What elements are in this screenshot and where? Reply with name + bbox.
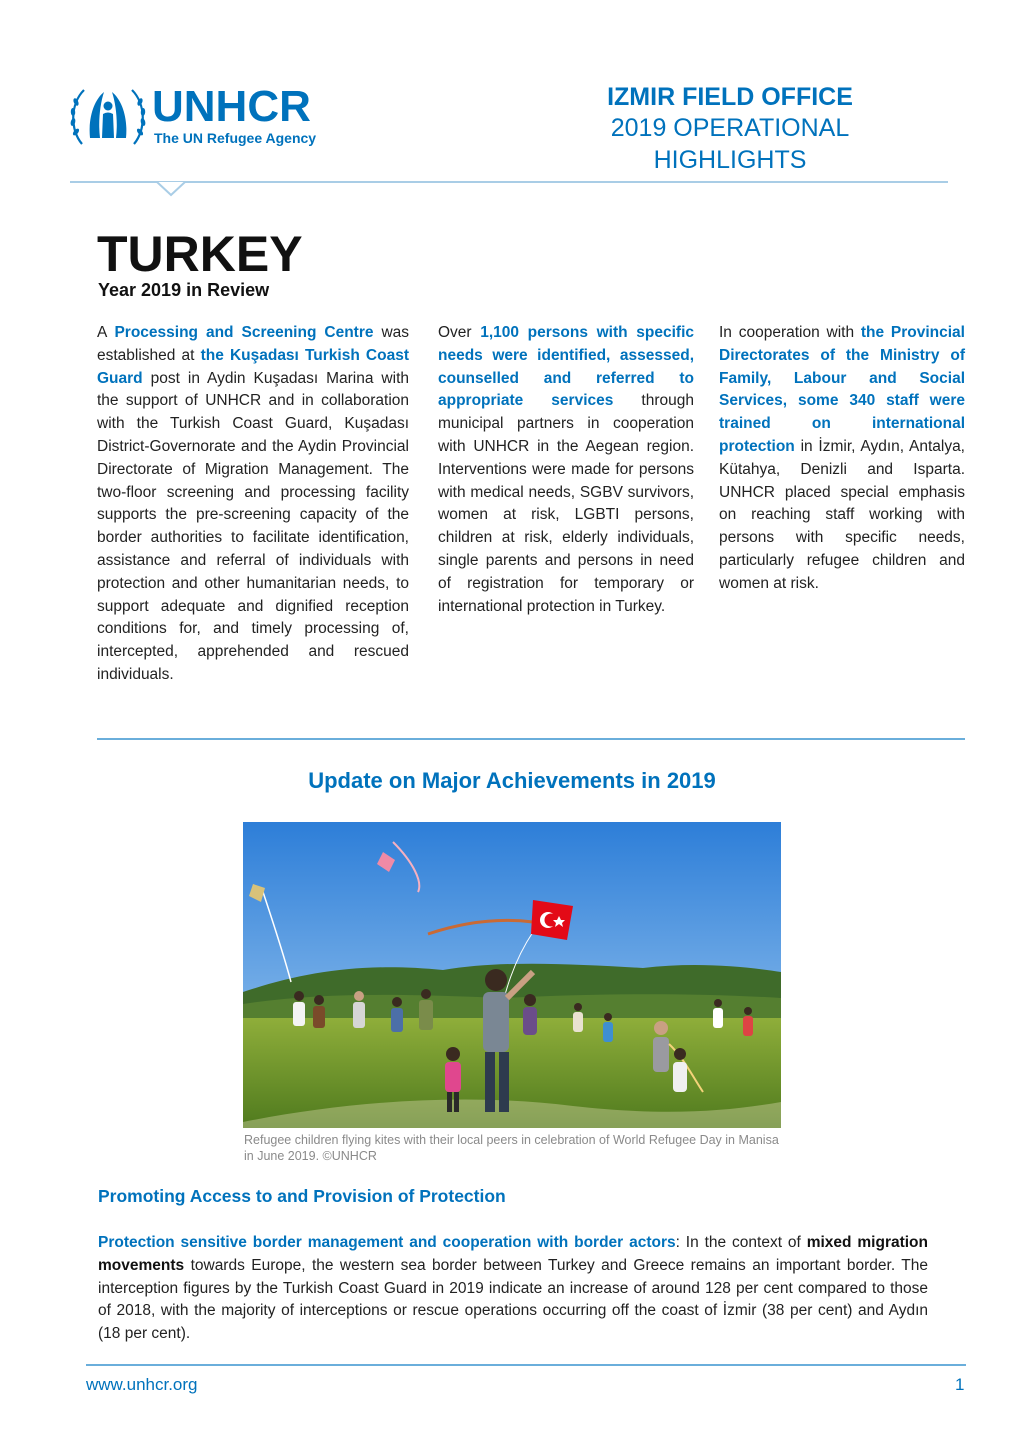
report-title-line1: 2019 OPERATIONAL bbox=[610, 114, 850, 142]
unhcr-emblem-icon bbox=[68, 82, 148, 152]
footer-divider bbox=[86, 1364, 966, 1366]
para-highlight: Protection sensitive border management and cooperation with border actors bbox=[98, 1234, 676, 1251]
para-text: : In the context of bbox=[675, 1234, 807, 1251]
logo-wordmark: UNHCR bbox=[152, 82, 311, 131]
year-subtitle: Year 2019 in Review bbox=[98, 280, 270, 300]
col1-highlight: Processing and Screening Centre bbox=[114, 324, 374, 341]
office-heading bbox=[560, 82, 900, 176]
col3-highlight: the Provincial Directorates of the Ministry of Family, Labour and Social Services, some 340 staff were trained on international protection bbox=[719, 324, 965, 455]
col3-text: In cooperation with bbox=[719, 324, 861, 341]
report-title-line2: HIGHLIGHTS bbox=[653, 146, 807, 174]
para-text: towards Europe, the western sea border between Turkey and Greece remains an important border. The interception figures by the Turkish Coast Guard in 2019 indicate an increase of around 128 per cent compared to those of 2018, with the majority of interceptions or rescue operations occurring off the coast of İzmir (38 per cent) and Aydın (18 per cent). bbox=[98, 1256, 928, 1343]
photo-caption: Refugee children flying kites with their local peers in celebration of World Refugee Day in Manisa in June 2019. ©UNHCR bbox=[244, 1133, 779, 1163]
unhcr-logo bbox=[68, 82, 348, 152]
highlight-column-1 bbox=[97, 322, 409, 687]
section-divider bbox=[97, 738, 965, 740]
footer-website-link[interactable]: www.unhcr.org bbox=[86, 1375, 198, 1394]
protection-paragraph bbox=[98, 1232, 928, 1346]
para-bold: mixed migration movements bbox=[98, 1234, 928, 1274]
col1-text: post in Aydin Kuşadası Marina with the support of UNHCR and in collaboration with the Turkish Coast Guard, Kuşadası District-Governorate and the Aydin Provincial Directorate of Migration Management. The two-floor screening and processing facility supports the pre-screening capacity of the border authorities to facilitate identification, assistance and referral of individuals with protection and other humanitarian needs, to support adequate and dignified reception conditions for, and timely processing of, intercepted, apprehended and rescued individuals. bbox=[97, 369, 409, 683]
country-title: TURKEY bbox=[97, 226, 303, 282]
col2-text: Over bbox=[438, 324, 481, 341]
sub-heading: Promoting Access to and Provision of Protection bbox=[98, 1186, 506, 1206]
col1-text: A bbox=[97, 324, 115, 341]
highlight-column-2 bbox=[438, 322, 694, 618]
col1-text: was established at bbox=[97, 324, 410, 364]
col3-text: in İzmir, Aydın, Antalya, Kütahya, Denizli and Isparta. UNHCR placed special emphasis on reaching staff working with persons with specific needs, particularly refugee children and women at risk. bbox=[719, 437, 965, 592]
divider-notch-icon bbox=[156, 181, 186, 197]
logo-tagline: The UN Refugee Agency bbox=[154, 130, 317, 146]
page-number: 1 bbox=[955, 1375, 965, 1394]
col2-text: through municipal partners in cooperation with UNHCR in the Aegean region. Interventions were made for persons with medical needs, SGBV survivors, women at risk, LGBTI persons, children at risk, elderly individuals, single parents and persons in need of registration for temporary or international protection in Turkey. bbox=[438, 392, 694, 615]
header-divider bbox=[70, 181, 948, 183]
kite-festival-photo bbox=[243, 822, 781, 1128]
highlight-column-3 bbox=[719, 322, 965, 596]
section-title: Update on Major Achievements in 2019 bbox=[308, 768, 716, 793]
office-name: IZMIR FIELD OFFICE bbox=[607, 83, 853, 111]
col2-highlight: 1,100 persons with specific needs were identified, assessed, counselled and referred to appropriate services bbox=[438, 324, 694, 410]
col1-highlight: the Kuşadası Turkish Coast Guard bbox=[97, 346, 409, 387]
